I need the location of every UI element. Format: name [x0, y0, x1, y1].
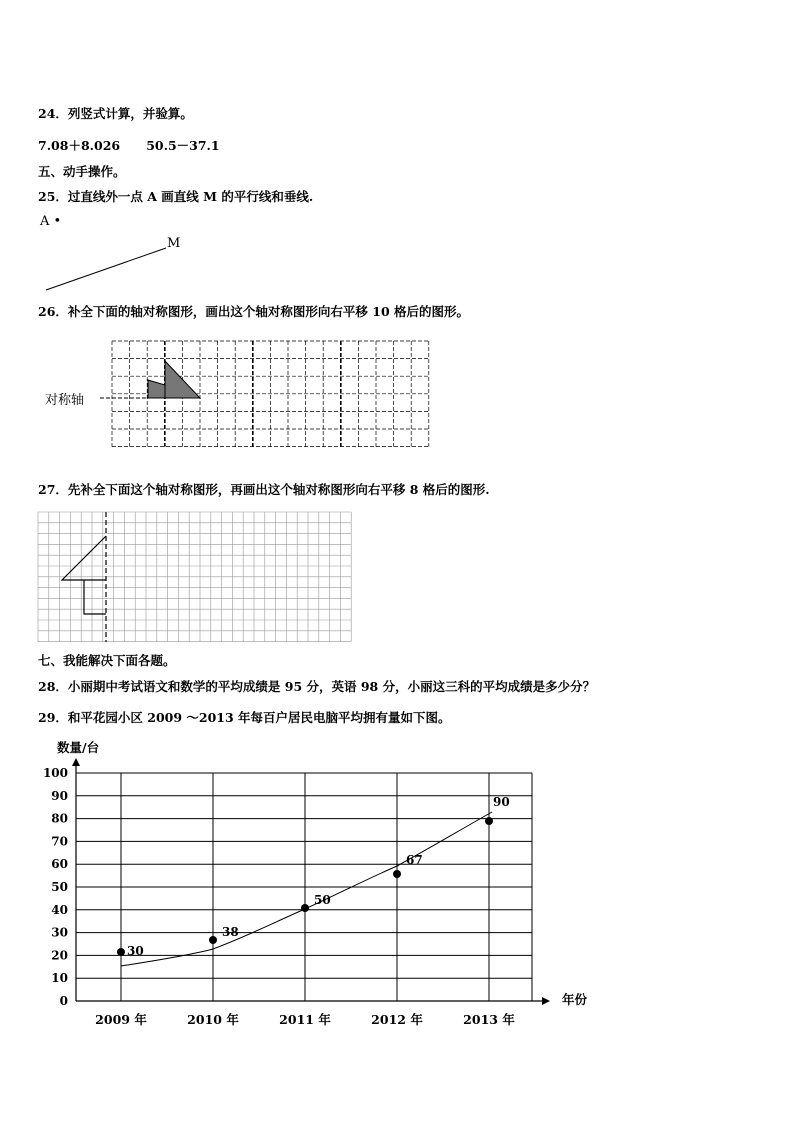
q27-half-shape-top — [62, 536, 106, 580]
x-tick-label: 2012 年 — [371, 1012, 423, 1027]
line-m — [46, 248, 166, 290]
data-point — [301, 904, 309, 912]
q27-half-shape-bottom — [84, 580, 106, 614]
data-label: 67 — [406, 853, 423, 867]
data-point — [485, 817, 493, 825]
q25-title: 25．过直线外一点 A 画直线 M 的平行线和垂线. — [38, 189, 314, 204]
data-point — [209, 936, 217, 944]
y-tick-label: 40 — [51, 902, 68, 917]
data-label: 30 — [127, 944, 144, 958]
q24-expressions: 7.08＋8.026 50.5－37.1 — [38, 138, 220, 153]
q26-grid — [112, 341, 429, 447]
y-tick-label: 80 — [51, 811, 68, 826]
section5-title: 五、动手操作。 — [38, 164, 126, 179]
y-tick-label: 90 — [51, 788, 68, 803]
y-tick-labels — [43, 766, 68, 1008]
q27-title: 27．先补全下面这个轴对称图形，再画出这个轴对称图形向右平移 8 格后的图形. — [38, 482, 490, 497]
x-tick-label: 2011 年 — [279, 1012, 331, 1027]
q27-grid — [38, 512, 351, 642]
y-axis-label: 数量/台 — [57, 740, 100, 755]
q28-title: 28．小丽期中考试语文和数学的平均成绩是 95 分，英语 98 分，小丽这三科的平均成绩是多少分？ — [38, 679, 596, 694]
y-tick-label: 70 — [51, 834, 68, 849]
x-axis-arrow — [542, 997, 550, 1005]
data-point — [393, 870, 401, 878]
q26-small-shape — [148, 380, 165, 398]
data-label: 50 — [314, 893, 331, 907]
x-tick-label: 2013 年 — [463, 1012, 515, 1027]
chart-axes — [72, 758, 550, 1005]
x-tick-label: 2010 年 — [187, 1012, 239, 1027]
data-label: 90 — [493, 795, 510, 809]
x-tick-label: 2009 年 — [95, 1012, 147, 1027]
data-point — [117, 948, 125, 956]
q26-axis-label: 对称轴 — [45, 393, 85, 408]
point-a-label: A • — [40, 214, 62, 229]
q26-title: 26．补全下面的轴对称图形，画出这个轴对称图形向右平移 10 格后的图形。 — [38, 304, 469, 319]
y-tick-label: 30 — [51, 925, 68, 940]
y-tick-label: 50 — [51, 880, 68, 894]
chart-grid — [76, 773, 532, 1001]
q29-title: 29．和平花园小区 2009 ～2013 年每百户居民电脑平均拥有量如下图。 — [38, 710, 451, 725]
q24-title: 24．列竖式计算，并验算。 — [38, 106, 193, 121]
section7-title: 七、我能解决下面各题。 — [38, 653, 176, 668]
y-tick-label: 60 — [51, 857, 68, 872]
line-m-label: M — [167, 236, 181, 251]
q26-triangle-shape — [165, 361, 200, 398]
y-tick-label: 0 — [59, 994, 68, 1008]
y-tick-label: 20 — [51, 948, 68, 963]
y-tick-label: 10 — [51, 971, 68, 986]
data-points — [117, 795, 510, 958]
x-tick-labels — [95, 1012, 515, 1027]
trend-curve — [121, 812, 492, 966]
data-label: 38 — [222, 925, 239, 939]
y-tick-label: 100 — [42, 766, 68, 780]
x-axis-label: 年份 — [562, 992, 588, 1007]
y-axis-arrow — [72, 758, 80, 766]
